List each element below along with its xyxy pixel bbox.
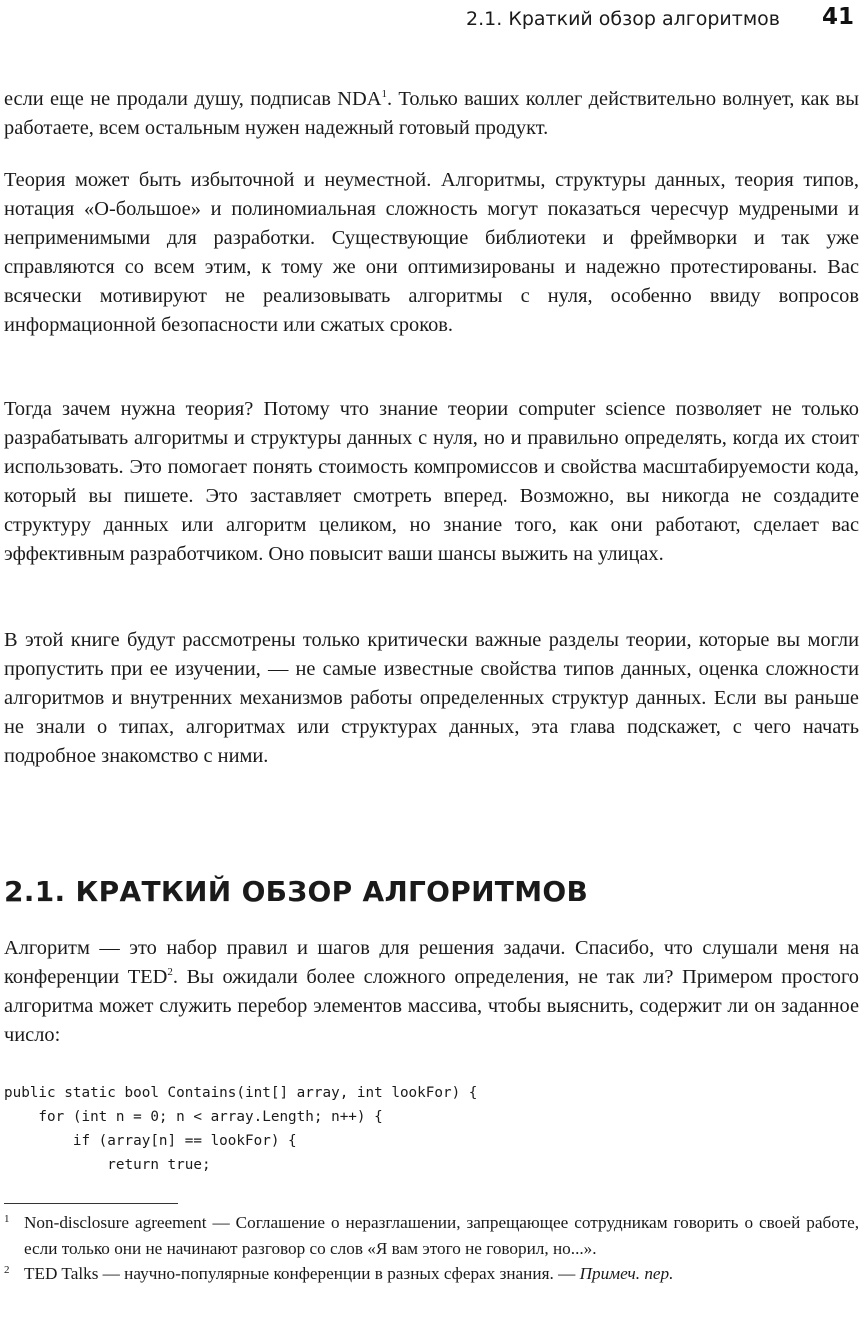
footnote-text: Non-disclosure agreement — Соглашение о неразглашении, запрещающее сотрудникам говорить о своей работе, если только они не начинают разговор со слов «Я вам этого не говорил, но...». — [24, 1213, 859, 1258]
footnote-number: 2 — [4, 1264, 10, 1276]
paragraph-nda-text: если еще не продали душу, подписав NDA — [4, 88, 382, 110]
translator-note: Примеч. пер. — [579, 1264, 674, 1283]
footnote-number: 1 — [4, 1213, 10, 1225]
code-listing — [4, 1081, 477, 1177]
footnote-text: TED Talks — научно-популярные конференции в разных сферах знания. — — [24, 1264, 580, 1283]
paragraph-nda — [4, 85, 859, 143]
footnote-ref-2: 2 — [167, 966, 173, 979]
code-line: if (array[n] == lookFor) { — [4, 1133, 297, 1149]
paragraph-nda-continuation: . Только ваших коллег действительно волнует, как вы работаете, всем остальным нужен надежный готовый продукт. — [4, 88, 859, 139]
paragraph-why-theory: Тогда зачем нужна теория? Потому что знание теории computer science позволяет не только разрабатывать алгоритмы и структуры данных с нуля, но и правильно определять, когда их стоит использовать. Это помогает понять стоимость компромиссов и свойства масштабируемости кода, который вы пишете. Это заставляет смотреть вперед. Возможно, вы никогда не создадите структуру данных или алгоритм целиком, но знание того, как они работают, сделает вас эффективным разработчиком. Оно повысит ваши шансы выжить на улицах. — [4, 398, 859, 565]
page-header — [0, 4, 858, 38]
code-line: return true; — [4, 1157, 211, 1173]
footnote-divider — [4, 1203, 178, 1204]
footnotes — [4, 1210, 859, 1287]
paragraph-book-scope: В этой книге будут рассмотрены только критически важные разделы теории, которые вы могли пропустить при ее изучении, — не самые известные свойства типов данных, оценка сложности алгоритмов и внутренних механизмов работы определенных структур данных. Если вы раньше не знали о типах, алгоритмах или структурах данных, эта глава подскажет, с чего начать подробное знакомство с ними. — [4, 629, 859, 767]
footnote-2 — [4, 1261, 859, 1287]
footnote-1 — [4, 1210, 859, 1261]
page-number: 41 — [821, 4, 854, 30]
code-line: public static bool Contains(int[] array, int lookFor) { — [4, 1085, 478, 1101]
footnote-ref-1: 1 — [381, 88, 387, 101]
code-line: for (int n = 0; n < array.Length; n++) { — [4, 1109, 383, 1125]
paragraph-algorithm-definition — [4, 934, 859, 1050]
paragraph-theory-redundant: Теория может быть избыточной и неуместной. Алгоритмы, структуры данных, теория типов, нотация «О-большое» и полиномиальная сложность могут показаться чересчур мудреными и неприменимыми для разработки. Существующие библиотеки и фреймворки и так уже справляются со всем этим, к тому же они оптимизированы и надежно протестированы. Вас всячески мотивируют не реализовывать алгоритмы с нуля, особенно ввиду вопросов информационной безопасности или сжатых сроков. — [4, 169, 859, 336]
section-heading: 2.1. КРАТКИЙ ОБЗОР АЛГОРИТМОВ — [4, 875, 589, 908]
algorithm-definition-text: Алгоритм — это набор правил и шагов для решения задачи. Спасибо, что слушали меня на конференции TED — [4, 937, 859, 988]
algorithm-definition-continuation: . Вы ожидали более сложного определения, не так ли? Примером простого алгоритма может служить перебор элементов массива, чтобы выяснить, содержит ли он заданное число: — [4, 966, 860, 1046]
running-title: 2.1. Краткий обзор алгоритмов — [466, 8, 780, 30]
